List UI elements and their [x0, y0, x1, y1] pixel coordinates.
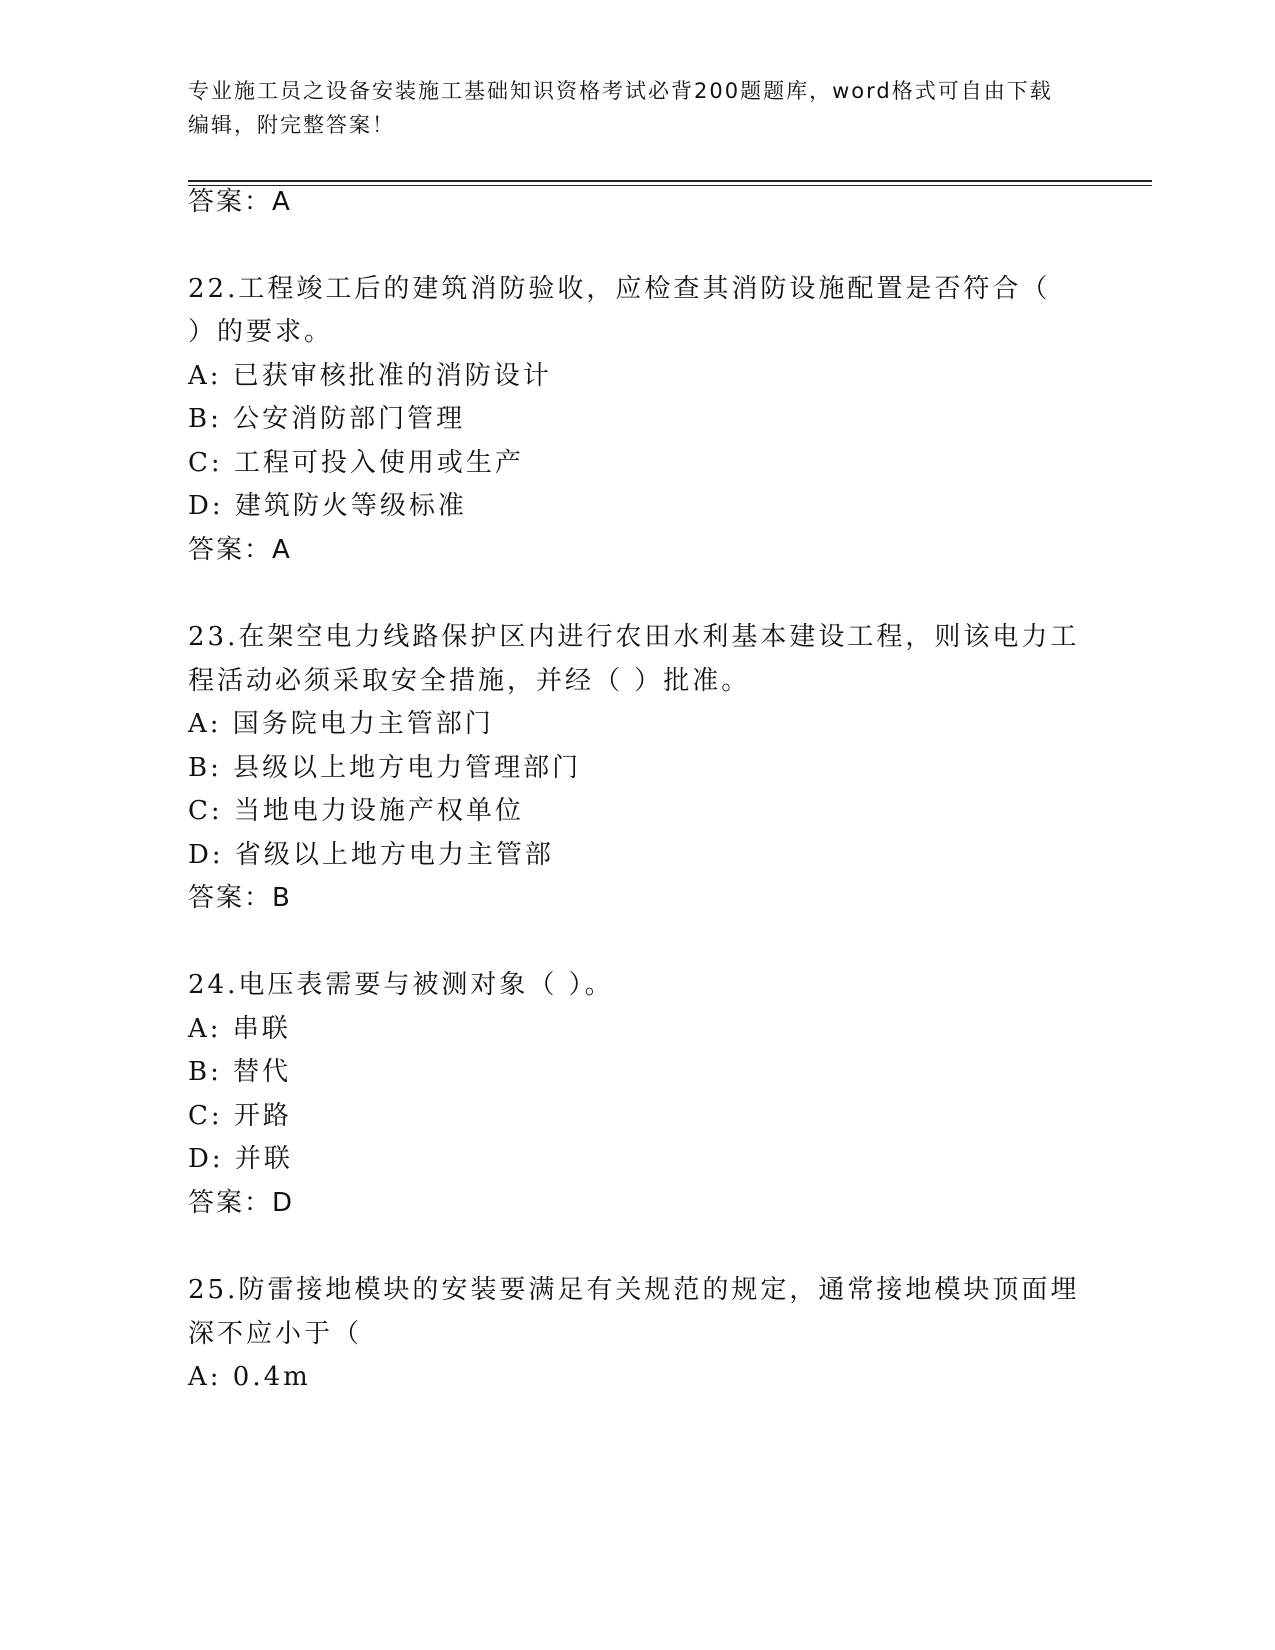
question-24-option-d: D: 并联 [188, 1144, 293, 1174]
question-22-stem-line1: 22.工程竣工后的建筑消防验收，应检查其消防设施配置是否符合（ [188, 274, 1051, 304]
question-25-stem-line1: 25.防雷接地模块的安装要满足有关规范的规定，通常接地模块顶面埋 [188, 1275, 1080, 1305]
question-22-option-b: B: 公安消防部门管理 [188, 404, 466, 434]
answer-q24: 答案：D [188, 1188, 295, 1218]
question-24-option-c: C: 开路 [188, 1101, 292, 1131]
question-22-stem-line2: ）的要求。 [188, 317, 334, 347]
document-header: 专业施工员之设备安装施工基础知识资格考试必背200题题库，word格式可自由下载编辑，附完整答案！ [188, 79, 1053, 137]
question-23-option-c: C: 当地电力设施产权单位 [188, 796, 524, 826]
header-rule-thin [188, 185, 1152, 186]
header-rule-thick [188, 180, 1152, 182]
question-23-stem-line1: 23.在架空电力线路保护区内进行农田水利基本建设工程，则该电力工 [188, 622, 1080, 652]
question-22-option-a: A: 已获审核批准的消防设计 [188, 361, 552, 391]
question-22-option-c: C: 工程可投入使用或生产 [188, 448, 524, 478]
answer-q23: 答案：B [188, 883, 292, 913]
question-25-stem-line2: 深不应小于（ [188, 1319, 363, 1349]
question-24-option-b: B: 替代 [188, 1057, 292, 1087]
question-25-option-a: A: 0.4m [188, 1362, 311, 1392]
question-23-stem-line2: 程活动必须采取安全措施，并经（ ）批准。 [188, 666, 751, 696]
question-22-option-d: D: 建筑防火等级标准 [188, 491, 467, 521]
question-23-option-a: A: 国务院电力主管部门 [188, 709, 494, 739]
question-23-option-b: B: 县级以上地方电力管理部门 [188, 753, 582, 783]
question-24-stem-line1: 24.电压表需要与被测对象（ ）。 [188, 970, 614, 1000]
answer-q21: 答案：A [188, 187, 292, 217]
question-24-option-a: A: 串联 [188, 1014, 291, 1044]
answer-q22: 答案：A [188, 535, 292, 565]
question-23-option-d: D: 省级以上地方电力主管部 [188, 840, 554, 870]
